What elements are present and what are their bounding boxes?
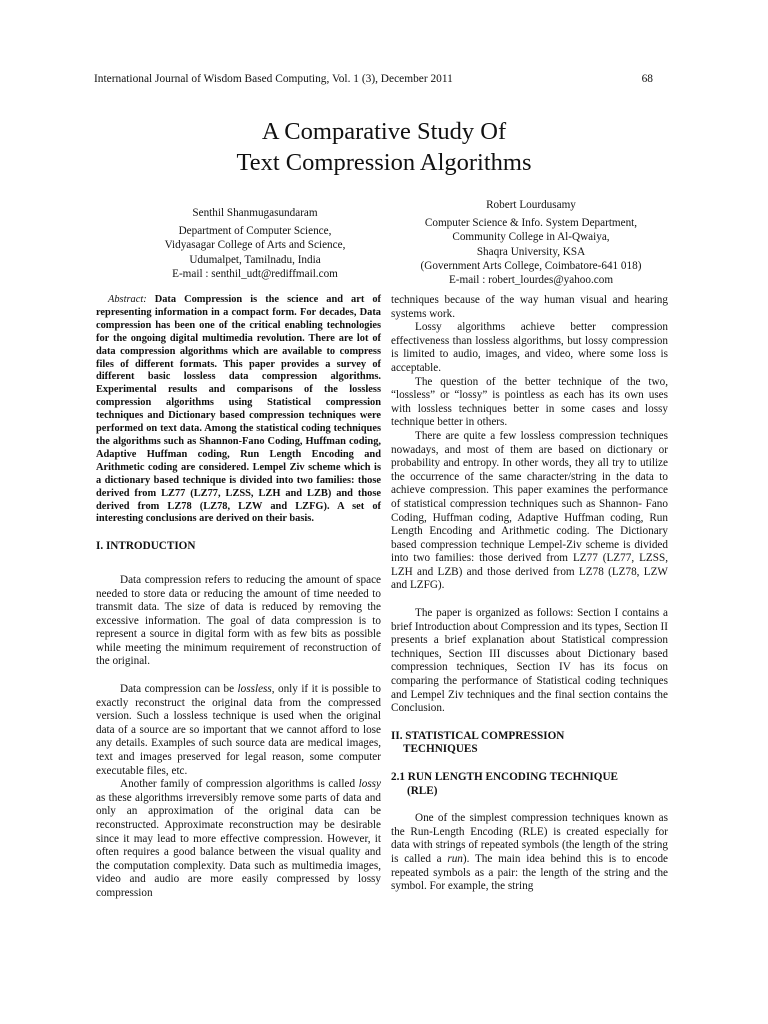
- author-affiliation-line: (Government Arts College, Coimbatore-641 018): [420, 259, 642, 272]
- paper-title: [0, 116, 768, 178]
- author-affiliation-line: Vidyasagar College of Arts and Science,: [164, 239, 346, 252]
- section-heading-introduction: I. INTRODUCTION: [96, 540, 196, 553]
- intro-paragraph-1: Data compression refers to reducing the amount of space needed to store data or reducing the amount of time needed to transmit data. The size of data is reduced by removing the excessive information. The goal of data compression is to represent a source in digital form with as few bits as possible while meeting the minimum requirement of reconstruction of the original.: [96, 573, 381, 668]
- emphasis-lossy: lossy: [358, 778, 381, 791]
- section-heading-rle: [391, 771, 668, 798]
- emphasis-lossless: lossless: [237, 683, 272, 696]
- author-name: Senthil Shanmugasundaram: [192, 207, 318, 219]
- title-line-2: Text Compression Algorithms: [236, 149, 532, 176]
- author-affiliation-line: Computer Science & Info. System Department,: [424, 217, 638, 230]
- left-column: [96, 294, 381, 901]
- body-paragraph: There are quite a few lossless compression techniques nowadays, and most of them are based on dictionary or probability and entropy. In other words, they all try to utilize the occurrence of the same character/string in the data to achieve compression. This paper examines the performance of statistical compression techniques such as Shannon- Fano Coding, Huffman coding, Adaptive Huffman coding, Run Length Encoding and Arithmetic coding. The Dictionary based compression technique Lempel-Ziv scheme is divided into two families: those derived from LZ77 (LZ77, LZSS, LZH and LZB) and those derived from LZ78 (LZ78, LZW and LZFG).: [391, 429, 668, 592]
- text-run: One of the simplest compression techniques known as the Run-Length Encoding (RLE) is created especially for data with strings of repeated symbols (the length of the string is called a: [391, 812, 668, 865]
- page-number: 68: [641, 73, 653, 85]
- journal-citation: International Journal of Wisdom Based Computing, Vol. 1 (3), December 2011: [94, 73, 453, 85]
- text-run: Data compression can be: [120, 683, 238, 696]
- body-paragraph: Lossy algorithms achieve better compression effectiveness than lossless algorithms, but lossy compression is limited to audio, images, and video, where some loss is acceptable.: [391, 321, 668, 374]
- author-name: Robert Lourdusamy: [486, 199, 576, 211]
- author-affiliation-line: Shaqra University, KSA: [476, 245, 586, 258]
- body-paragraph: The paper is organized as follows: Section I contains a brief Introduction about Compression and its types, Section II presents a brief explanation about Statistical compression techniques, Section III discusses about Dictionary based compression techniques, Section IV has its focus on comparing the performance of Statistical coding techniques and Lempel Ziv techniques and the final section contains the Conclusion.: [391, 607, 668, 715]
- author-block-2: [385, 198, 677, 287]
- right-column: [391, 294, 668, 894]
- heading-line: TECHNIQUES: [403, 743, 478, 756]
- body-paragraph: The question of the better technique of the two, “lossless” or “lossy” is pointless as each has its own uses with lossless techniques better in some cases and lossy technique better in others.: [391, 375, 668, 429]
- text-run: Another family of compression algorithms is called: [120, 778, 359, 791]
- title-line-1: A Comparative Study Of: [261, 118, 507, 145]
- intro-paragraph-3: [96, 778, 381, 900]
- text-run: ). The main idea behind this is to encode repeated symbols as a pair: the length of the string and the symbol. For example, the string: [391, 852, 668, 893]
- author-affiliation-line: Udumalpet, Tamilnadu, India: [189, 253, 321, 266]
- author-block-1: [120, 206, 390, 281]
- heading-line: II. STATISTICAL COMPRESSION: [391, 729, 565, 742]
- text-run: , only if it is possible to exactly reconstruct the original data from the compressed version. Such a lossless technique is used when the original data of a source are so important that we cannot afford to lose any details. Examples of such source data are medical images, text and images preserved for legal reason, some computer executable files, etc.: [96, 683, 381, 777]
- running-head: [94, 73, 653, 85]
- section-heading-statistical: [391, 730, 668, 757]
- abstract-label: Abstract:: [108, 294, 147, 305]
- intro-paragraph-2: [96, 683, 381, 778]
- body-paragraph: techniques because of the way human visual and hearing systems work.: [391, 294, 668, 320]
- heading-line: 2.1 RUN LENGTH ENCODING TECHNIQUE: [391, 771, 618, 783]
- author-email: E-mail : senthil_udt@rediffmail.com: [172, 267, 338, 280]
- abstract: [96, 294, 381, 526]
- author-affiliation-line: Community College in Al-Qwaiya,: [452, 231, 610, 244]
- rle-paragraph: [391, 812, 668, 894]
- emphasis-run: run: [447, 852, 463, 865]
- abstract-text: Data Compression is the science and art of representing information in a compact form. For decades, Data compression has been one of the critical enabling technologies for the ongoing digital multimedia revolution. There are lot of data compression algorithms which are available to compress files of different formats. This paper provides a survey of different basic lossless data compression algorithms. Experimental results and comparisons of the lossless compression algorithms using Statistical compression techniques and Dictionary based compression techniques were performed on text data. Among the statistical coding techniques the algorithms such as Shannon-Fano Coding, Huffman coding, Adaptive Huffman coding, Run Length Encoding and Arithmetic coding are considered. Lempel Ziv scheme which is a dictionary based technique is divided into two families: those derived from LZ77 (LZ77, LZSS, LZH and LZB) and those derived from LZ78 (LZ78, LZW and LZFG). A set of interesting conclusions are derived on their basis.: [96, 294, 381, 525]
- text-run: as these algorithms irreversibly remove some parts of data and only an approximation of the original data can be reconstructed. Approximate reconstruction may be desirable since it may lead to more effective compression. However, it often requires a good balance between the visual quality and the computation complexity. Data such as multimedia images, video and audio are more easily compressed by lossy compression: [96, 791, 381, 899]
- author-email: E-mail : robert_lourdes@yahoo.com: [448, 274, 614, 287]
- heading-line: (RLE): [407, 784, 438, 797]
- author-affiliation-line: Department of Computer Science,: [178, 225, 332, 238]
